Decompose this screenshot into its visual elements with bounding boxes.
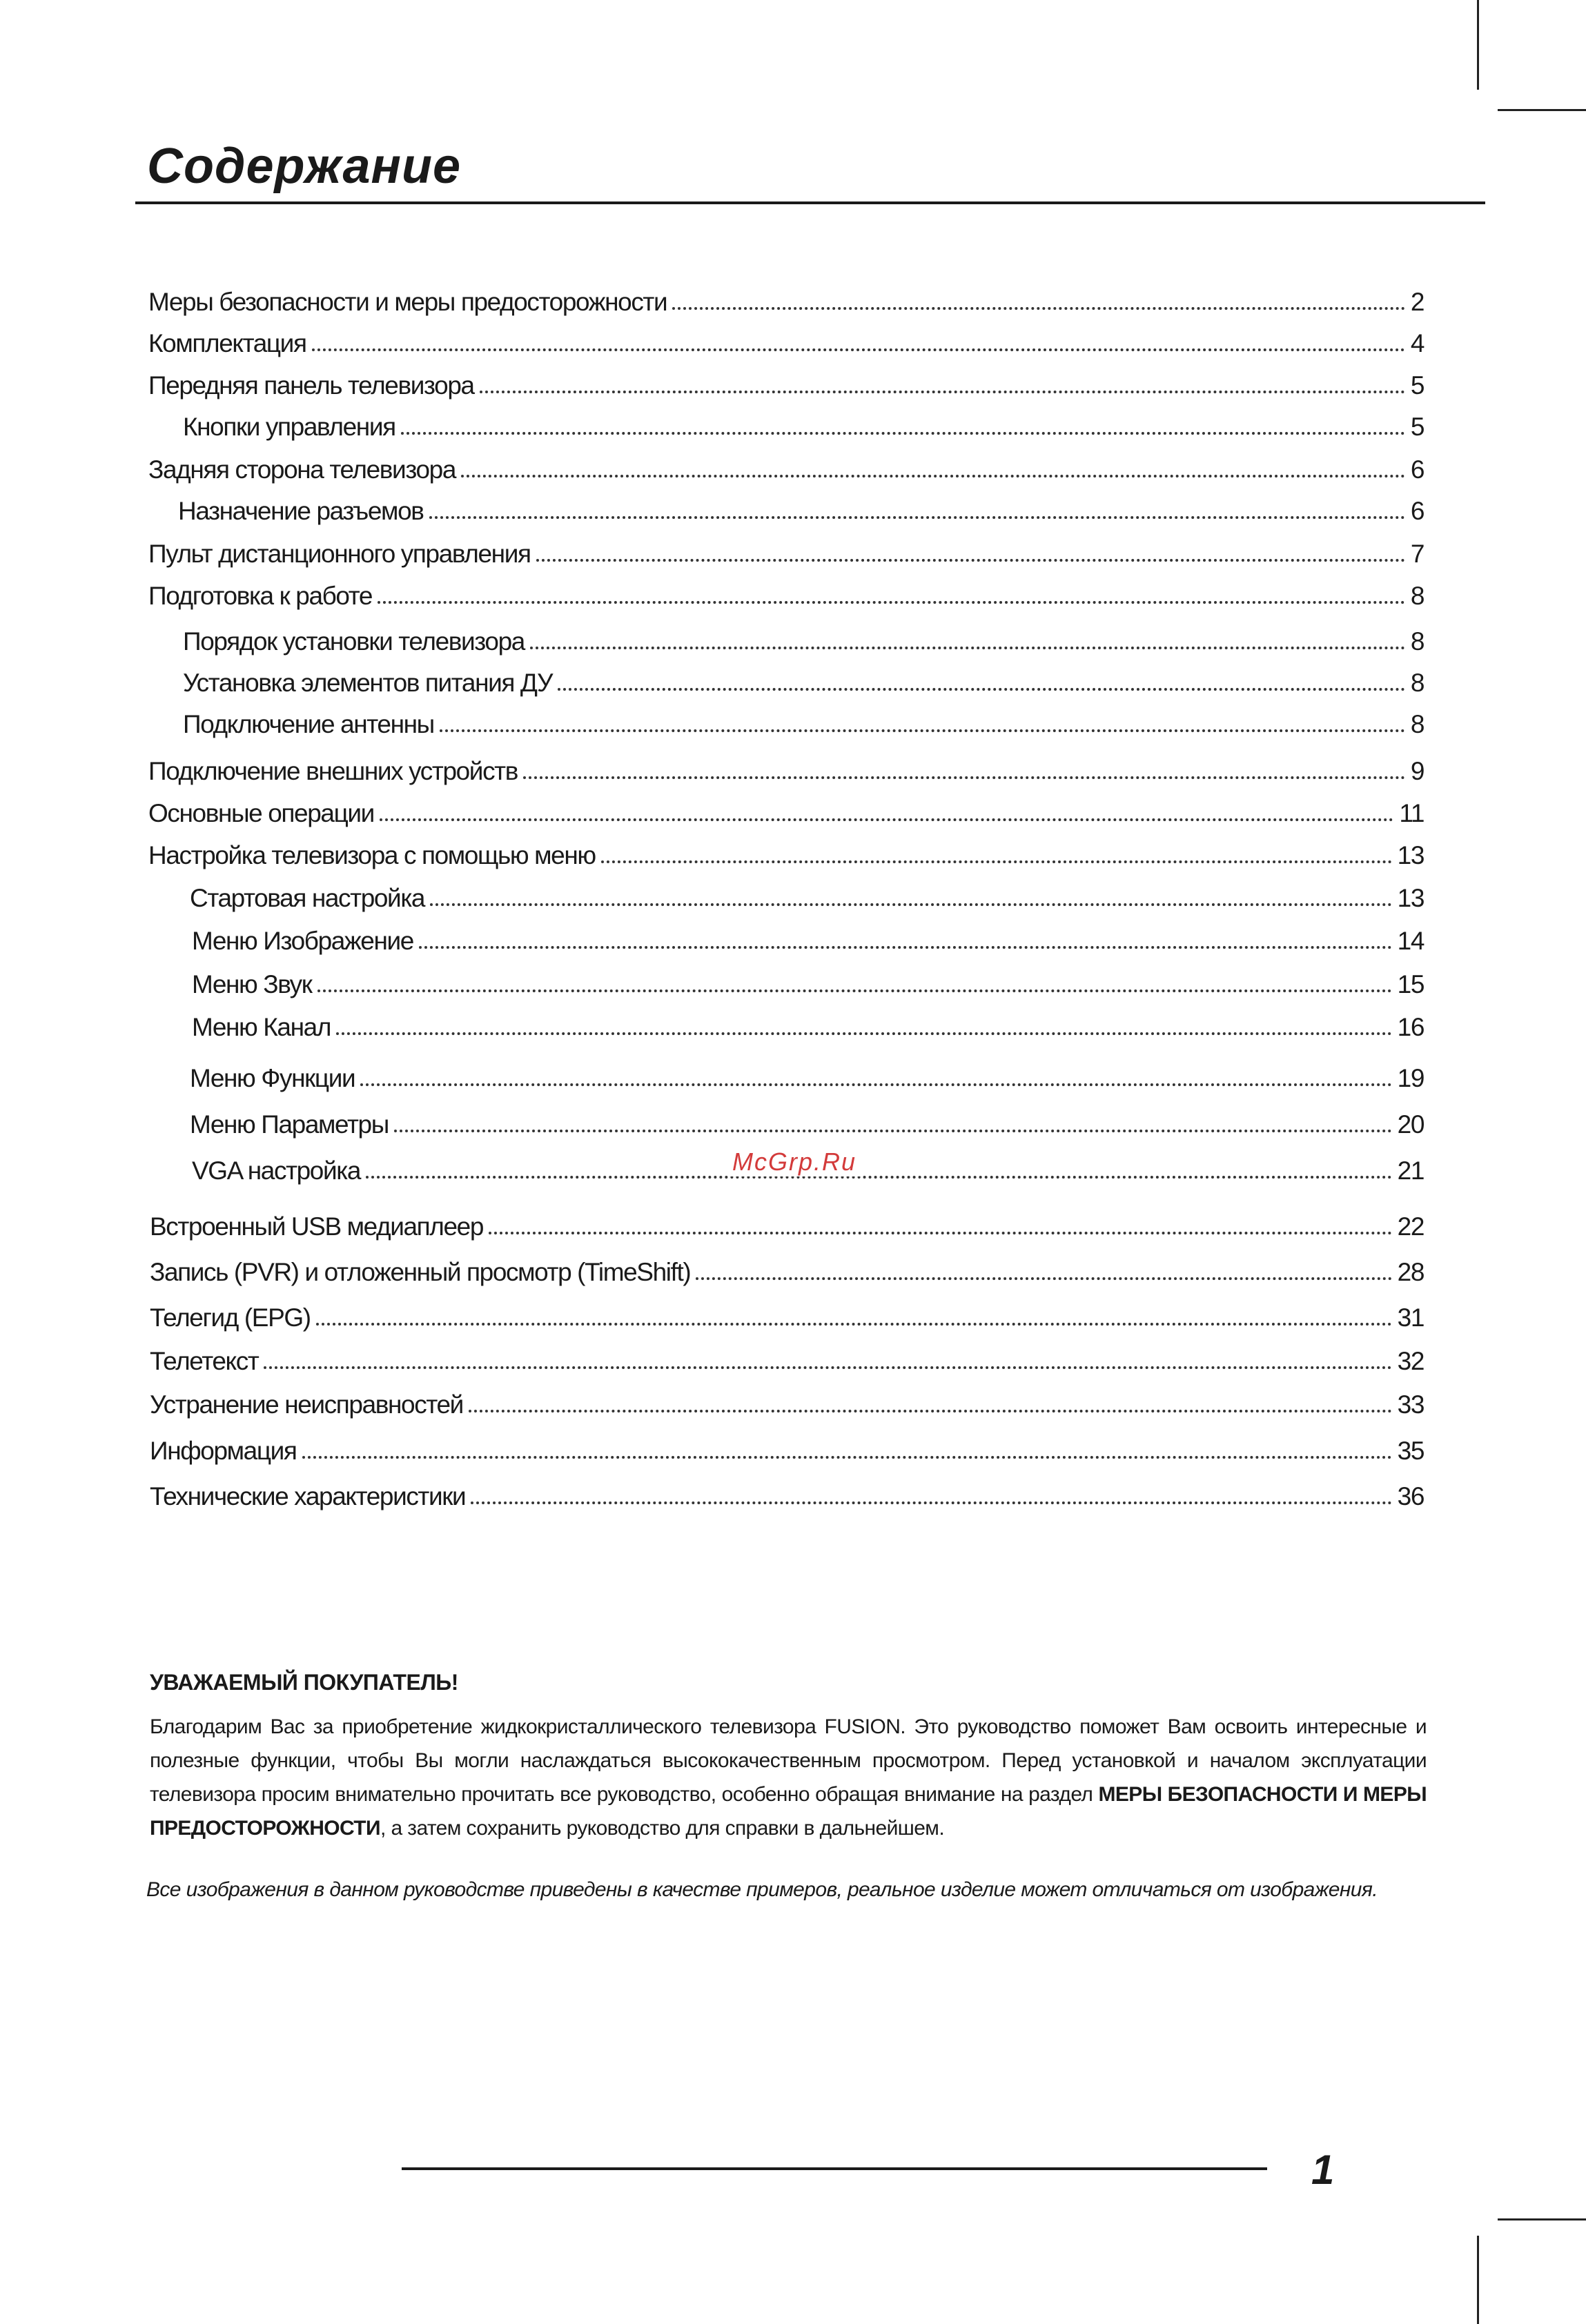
- toc-entry-label: Устранение неисправностей: [150, 1390, 463, 1419]
- toc-leader-dots: [430, 903, 1392, 906]
- intro-text-part2: , а затем сохранить руководство для справки в дальнейшем.: [380, 1817, 945, 1840]
- toc-entry-label: VGA настройка: [192, 1156, 361, 1185]
- toc-entry[interactable]: [150, 1250, 1424, 1285]
- toc-leader-dots: [601, 860, 1392, 863]
- toc-entry-label: Меню Звук: [192, 970, 312, 998]
- toc-entry[interactable]: [150, 1475, 1424, 1509]
- toc-entry[interactable]: [190, 876, 1424, 911]
- toc-entry-label: Пульт дистанционного управления: [148, 540, 531, 568]
- toc-entry-page: 22: [1397, 1212, 1424, 1241]
- toc-entry[interactable]: [150, 1383, 1424, 1417]
- toc-entry-label: Подготовка к работе: [148, 582, 373, 610]
- toc-entry-page: 33: [1397, 1390, 1424, 1419]
- toc-entry-page: 4: [1410, 329, 1424, 357]
- toc-leader-dots: [471, 1501, 1391, 1504]
- disclaimer-note: Все изображения в данном руководстве приведены в качестве примеров, реальное изделие может отличаться от изображения.: [146, 1878, 1378, 1901]
- toc-entry[interactable]: [148, 280, 1424, 315]
- toc-entry-label: Запись (PVR) и отложенный просмотр (TimeShift): [150, 1258, 691, 1286]
- toc-entry-label: Телетекст: [150, 1347, 259, 1375]
- toc-entry-page: 5: [1410, 371, 1424, 400]
- toc-entry-label: Задняя сторона телевизора: [148, 455, 456, 484]
- toc-leader-dots: [316, 1323, 1392, 1326]
- toc-entry-page: 5: [1410, 413, 1424, 441]
- crop-mark-top-vertical: [1477, 0, 1479, 90]
- toc-entry-page: 21: [1397, 1156, 1424, 1185]
- toc-entry[interactable]: [148, 749, 1424, 784]
- toc-entry[interactable]: [183, 405, 1424, 440]
- toc-leader-dots: [302, 1456, 1392, 1459]
- toc-entry[interactable]: [148, 791, 1424, 826]
- toc-entry-page: 28: [1397, 1258, 1424, 1286]
- toc-leader-dots: [696, 1277, 1391, 1280]
- toc-entry-label: Порядок установки телевизора: [183, 627, 525, 656]
- toc-entry-label: Передняя панель телевизора: [148, 371, 474, 400]
- toc-leader-dots: [469, 1410, 1392, 1412]
- toc-entry-label: Стартовая настройка: [190, 884, 425, 912]
- toc-entry-page: 15: [1397, 970, 1424, 998]
- toc-entry-page: 8: [1410, 627, 1424, 656]
- intro-text-part1: Благодарим Вас за приобретение жидкокристаллического телевизора FUSION. Это руководство поможет Вам освоить интересные и полезные функции, чтобы Вы могли наслаждаться высококачественным просмотром. Перед установкой и началом эксплуатации телевизора просим внимательно прочитать все руководство, особенно обращая внимание на раздел: [150, 1715, 1427, 1806]
- toc-entry[interactable]: [192, 919, 1424, 954]
- toc-entry[interactable]: [148, 532, 1424, 567]
- intro-paragraph: [150, 1710, 1427, 1845]
- watermark: McGrp.Ru: [728, 1148, 861, 1176]
- toc-entry-label: Кнопки управления: [183, 413, 395, 441]
- crop-mark-bottom-vertical: [1477, 2236, 1479, 2324]
- page-title: Содержание: [147, 139, 462, 194]
- toc-entry-page: 19: [1397, 1064, 1424, 1092]
- toc-entry-label: Встроенный USB медиаплеер: [150, 1212, 484, 1241]
- toc-entry-label: Основные операции: [148, 799, 374, 827]
- toc-entry[interactable]: [148, 364, 1424, 398]
- toc-leader-dots: [440, 729, 1405, 732]
- toc-leader-dots: [380, 818, 1393, 821]
- toc-entry-page: 16: [1397, 1013, 1424, 1041]
- toc-entry[interactable]: [192, 1005, 1424, 1040]
- toc-entry[interactable]: [183, 661, 1424, 696]
- toc-leader-dots: [264, 1366, 1391, 1369]
- toc-entry-label: Меры безопасности и меры предосторожности: [148, 288, 667, 316]
- toc-entry[interactable]: [148, 322, 1424, 356]
- toc-entry[interactable]: [148, 834, 1424, 868]
- toc-entry[interactable]: [190, 1056, 1424, 1091]
- greeting-heading: УВАЖАЕМЫЙ ПОКУПАТЕЛЬ!: [150, 1670, 458, 1695]
- toc-leader-dots: [378, 601, 1405, 604]
- toc-entry-label: Назначение разъемов: [178, 497, 424, 525]
- toc-entry[interactable]: [150, 1429, 1424, 1464]
- toc-entry-page: 32: [1397, 1347, 1424, 1375]
- toc-entry-page: 6: [1410, 497, 1424, 525]
- toc-entry-label: Технические характеристики: [150, 1482, 466, 1510]
- toc-leader-dots: [360, 1083, 1391, 1086]
- toc-entry-label: Подключение антенны: [183, 710, 434, 738]
- toc-entry-page: 13: [1397, 884, 1424, 912]
- toc-leader-dots: [429, 516, 1405, 519]
- toc-entry[interactable]: [183, 702, 1424, 737]
- toc-entry[interactable]: [150, 1296, 1424, 1330]
- toc-entry-label: Телегид (EPG): [150, 1303, 311, 1332]
- toc-leader-dots: [480, 391, 1405, 393]
- toc-entry-label: Меню Параметры: [190, 1110, 389, 1139]
- toc-leader-dots: [401, 432, 1405, 435]
- toc-leader-dots: [489, 1232, 1392, 1234]
- toc-entry[interactable]: [148, 574, 1424, 609]
- toc-leader-dots: [558, 688, 1405, 691]
- toc-entry-page: 35: [1397, 1437, 1424, 1465]
- toc-leader-dots: [419, 946, 1392, 949]
- toc-entry-label: Информация: [150, 1437, 297, 1465]
- toc-entry[interactable]: [192, 963, 1424, 997]
- toc-leader-dots: [672, 307, 1405, 310]
- toc-leader-dots: [317, 989, 1392, 992]
- toc-leader-dots: [536, 559, 1405, 562]
- crop-mark-top-horizontal: [1498, 109, 1586, 111]
- toc-entry-label: Меню Функции: [190, 1064, 355, 1092]
- toc-entry-page: 6: [1410, 455, 1424, 484]
- toc-entry-page: 31: [1397, 1303, 1424, 1332]
- toc-entry-page: 2: [1410, 288, 1424, 316]
- toc-entry-label: Меню Канал: [192, 1013, 331, 1041]
- toc-entry-page: 7: [1410, 540, 1424, 568]
- toc-leader-dots: [523, 776, 1405, 779]
- toc-entry-label: Комплектация: [148, 329, 306, 357]
- intro-safety-reference: МЕРЫ БЕЗОПАСНОСТИ И МЕРЫ ПРЕДОСТОРОЖНОСТИ: [150, 1783, 1427, 1840]
- page-number: 1: [1311, 2147, 1335, 2193]
- crop-mark-bottom-horizontal: [1498, 2218, 1586, 2220]
- toc-entry-page: 36: [1397, 1482, 1424, 1510]
- toc-entry-page: 8: [1410, 582, 1424, 610]
- title-divider: [135, 201, 1485, 204]
- toc-entry-page: 8: [1410, 710, 1424, 738]
- toc-entry-label: Подключение внешних устройств: [148, 757, 518, 785]
- toc-entry-label: Установка элементов питания ДУ: [183, 669, 553, 697]
- footer-divider: [402, 2167, 1267, 2170]
- toc-entry[interactable]: [148, 448, 1424, 482]
- toc-leader-dots: [461, 475, 1405, 477]
- toc-entry-page: 20: [1397, 1110, 1424, 1139]
- toc-leader-dots: [312, 348, 1405, 351]
- toc-entry-label: Меню Изображение: [192, 927, 413, 955]
- toc-entry[interactable]: [150, 1339, 1424, 1374]
- toc-entry[interactable]: [183, 620, 1424, 654]
- toc-leader-dots: [366, 1176, 1392, 1179]
- toc-entry[interactable]: [178, 489, 1424, 524]
- toc-leader-dots: [394, 1130, 1392, 1132]
- toc-entry-page: 9: [1410, 757, 1424, 785]
- toc-leader-dots: [530, 647, 1405, 649]
- toc-entry-page: 8: [1410, 669, 1424, 697]
- toc-leader-dots: [336, 1032, 1392, 1035]
- toc-entry-page: 14: [1397, 927, 1424, 955]
- toc-entry-page: 11: [1399, 799, 1424, 827]
- toc-entry[interactable]: [190, 1103, 1424, 1137]
- toc-entry-page: 13: [1397, 841, 1424, 869]
- toc-entry[interactable]: [150, 1205, 1424, 1239]
- toc-entry-label: Настройка телевизора с помощью меню: [148, 841, 596, 869]
